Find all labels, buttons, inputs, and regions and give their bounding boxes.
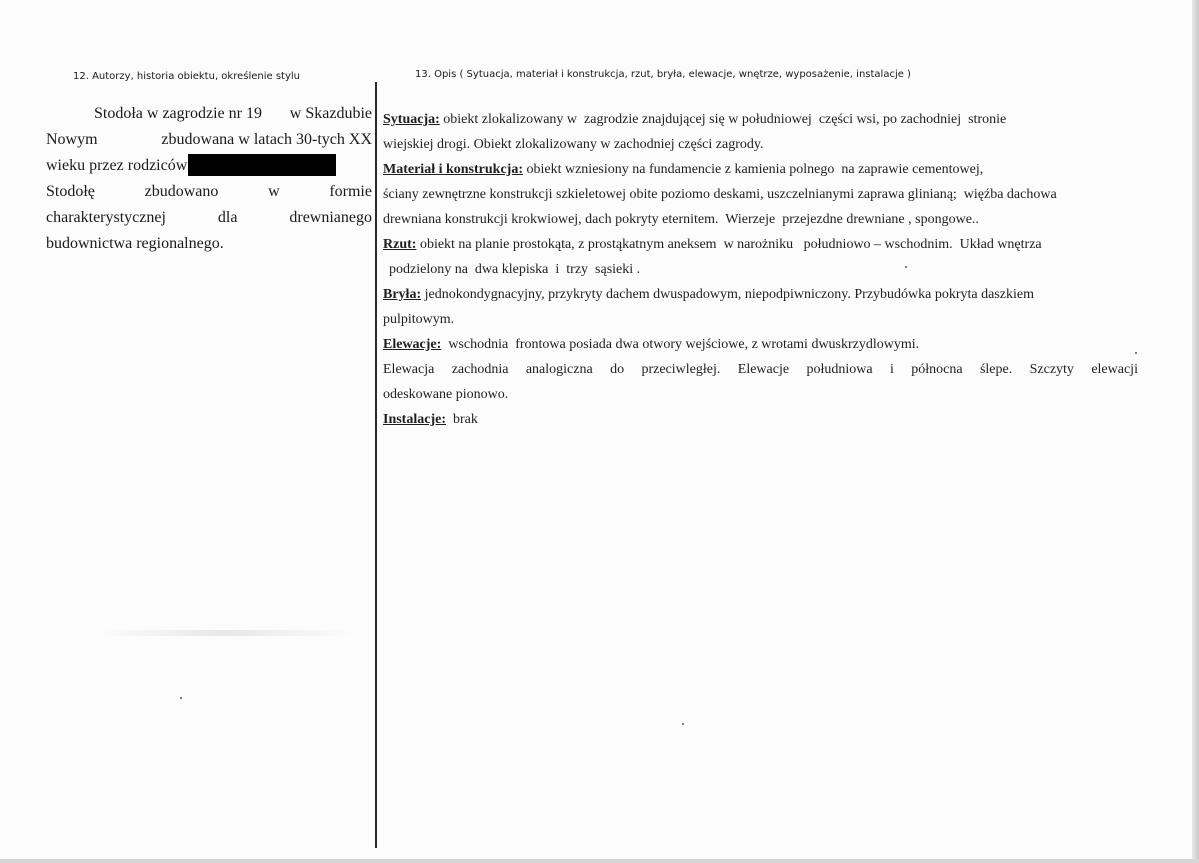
description-line (383, 282, 1138, 307)
description-line (383, 207, 1138, 232)
description-line (383, 407, 1138, 432)
history-word: formie (329, 183, 372, 200)
scan-speck (682, 723, 684, 725)
history-line (46, 153, 372, 179)
elewacje-text: wschodnia frontowa posiada dwa otwory wejściowe, z wrotami dwuskrzydlowymi. (441, 337, 920, 352)
material-text: obiekt wzniesiony na fundamencie z kamienia polnego na zaprawie cementowej, (522, 162, 984, 177)
elewacje-word: i (889, 362, 894, 377)
description-column (383, 107, 1138, 432)
history-word: w (268, 183, 280, 200)
elewacje-word: Szczyty (1029, 362, 1074, 377)
elewacje-word: południowa (806, 362, 873, 377)
material-text: drewniana konstrukcji krokwiowej, dach pokryty eternitem. Wierzeje przejezdne drewniane , spongowe.. (383, 212, 979, 227)
scan-bottom-edge (0, 859, 1199, 863)
description-line (383, 107, 1138, 132)
scan-smudge (95, 630, 355, 636)
history-line (46, 231, 372, 257)
history-word: drewnianego (289, 209, 372, 226)
rzut-label: Rzut: (383, 237, 417, 252)
description-line (383, 157, 1138, 182)
history-word: charakterystycznej (46, 209, 166, 226)
description-line (383, 332, 1138, 357)
elewacje-word: do (610, 362, 625, 377)
history-column (46, 101, 372, 257)
instalacje-text: brak (446, 412, 478, 427)
description-line (383, 382, 1138, 407)
column-divider (375, 82, 377, 848)
history-line (46, 205, 372, 231)
description-line (383, 132, 1138, 157)
history-word: Nowym (46, 131, 98, 148)
sytuacja-text: obiekt zlokalizowany w zagrodzie znajdującej się w południowej części wsi, po zachodniej stronie (439, 112, 1007, 127)
elewacje-word: elewacji (1091, 362, 1138, 377)
sytuacja-label: Sytuacja: (383, 112, 440, 127)
history-line (46, 101, 372, 127)
scan-right-edge (1192, 0, 1199, 863)
section-12-heading: 12. Autorzy, historia obiektu, określenie stylu (73, 71, 301, 82)
material-text: ściany zewnętrzne konstrukcji szkieletowej obite poziomo deskami, uszczelnianymi zaprawa glinianą; więźba dachowa (383, 187, 1057, 202)
history-word: w Skazdubie (289, 105, 372, 122)
elewacje-word: Elewacje (737, 362, 790, 377)
bryla-label: Bryła: (383, 287, 422, 302)
history-word: Stodołę (46, 183, 95, 200)
description-line (383, 232, 1138, 257)
bryla-text: pulpitowym. (383, 312, 455, 327)
history-text: budownictwa regionalnego. (46, 235, 224, 252)
description-line (383, 182, 1138, 207)
elewacje-word: Elewacja (383, 362, 435, 377)
description-line (383, 357, 1138, 382)
history-text: wieku przez rodziców (46, 157, 188, 174)
elewacje-word: przeciwległej. (641, 362, 721, 377)
elewacje-word: analogiczna (525, 362, 593, 377)
elewacje-word: północna (911, 362, 963, 377)
description-line (383, 257, 1138, 282)
redaction-block (188, 154, 336, 176)
history-word: Stodoła w zagrodzie nr 19 (94, 105, 262, 122)
history-word: zbudowano (144, 183, 219, 200)
rzut-text: obiekt na planie prostokąta, z prostąkatnym aneksem w narożniku południowo – wschodnim. Układ wnętrza (416, 237, 1042, 252)
elewacje-text: odeskowane pionowo. (383, 387, 509, 402)
elewacje-word: ślepe. (979, 362, 1013, 377)
material-label: Materiał i konstrukcja: (383, 162, 523, 177)
sytuacja-text: wiejskiej drogi. Obiekt zlokalizowany w zachodniej części zagrody. (383, 137, 764, 152)
elewacje-word: zachodnia (451, 362, 509, 377)
history-word: zbudowana w latach 30-tych XX (161, 131, 372, 148)
history-line (46, 127, 372, 153)
history-word: dla (217, 209, 238, 226)
bryla-text: jednokondygnacyjny, przykryty dachem dwuspadowym, niepodpiwniczony. Przybudówka pokryta daszkiem (421, 287, 1034, 302)
description-line (383, 307, 1138, 332)
elewacje-label: Elewacje: (383, 337, 442, 352)
history-line (46, 179, 372, 205)
scan-speck (180, 697, 182, 699)
section-13-heading: 13. Opis ( Sytuacja, materiał i konstrukcja, rzut, bryła, elewacje, wnętrze, wyposażenie, instalacje ) (415, 69, 911, 80)
rzut-text: podzielony na dwa klepiska i trzy sąsieki . (389, 262, 641, 277)
instalacje-label: Instalacje: (383, 412, 446, 427)
